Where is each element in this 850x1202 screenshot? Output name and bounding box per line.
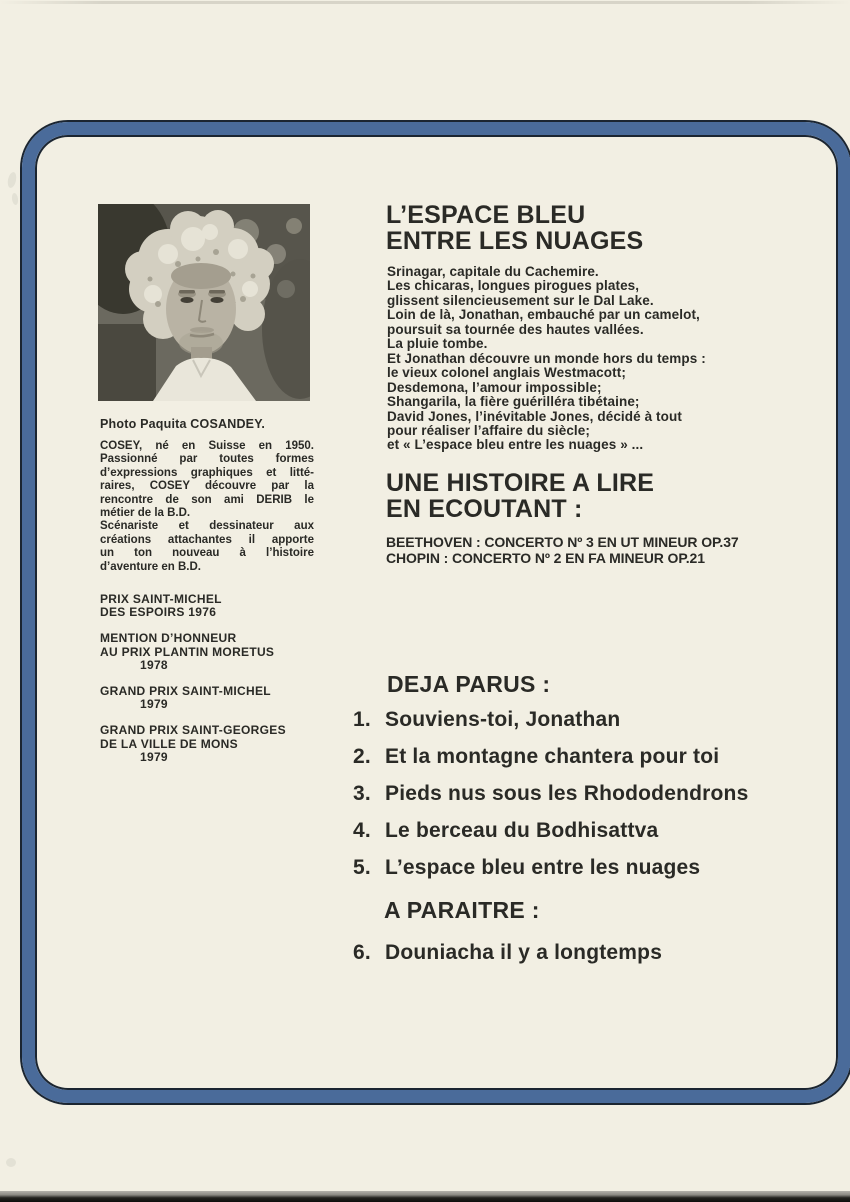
book-number: 1. — [353, 708, 371, 731]
album-title-line: L’ESPACE BLEU — [386, 201, 586, 229]
album-title-line: ENTRE LES NUAGES — [386, 227, 644, 255]
book-title: L’espace bleu entre les nuages — [385, 856, 701, 879]
upcoming-book-list — [353, 941, 662, 978]
award-year: 1979 — [140, 749, 168, 764]
story-description-line: Shangarila, la fière guérilléra tibétaine; — [387, 394, 640, 410]
awards-list — [100, 593, 330, 777]
book-list-item — [353, 856, 748, 893]
award-item — [100, 593, 330, 619]
book-list-item — [353, 819, 748, 856]
bio-paragraph-1 — [100, 440, 314, 520]
story-description-line: le vieux colonel anglais Westmacott; — [387, 365, 626, 381]
album-title — [386, 202, 643, 254]
award-line: PRIX SAINT-MICHEL — [100, 592, 222, 606]
award-line: GRAND PRIX SAINT-MICHEL — [100, 684, 271, 699]
story-description-line: glissent silencieusement sur le Dal Lake. — [387, 292, 654, 308]
bio-line: d’expressions graphiques et litté- — [100, 466, 314, 479]
scan-smudge — [6, 171, 17, 188]
book-list-item — [353, 941, 662, 978]
bio-line: d’aventure en B.D. — [100, 560, 201, 573]
award-lines — [100, 632, 330, 658]
book-number: 2. — [353, 745, 371, 768]
listen-heading — [386, 470, 654, 522]
portrait-photo-illustration — [98, 204, 310, 401]
story-description-line: et « L’espace bleu entre les nuages » ... — [387, 437, 644, 453]
book-list-item — [353, 745, 748, 782]
award-lines — [100, 685, 330, 698]
bio-line: rencontre de son ami DERIB le — [100, 493, 314, 506]
award-line: AU PRIX PLANTIN MORETUS — [100, 644, 275, 659]
listen-heading-line: UNE HISTOIRE A LIRE — [386, 469, 655, 497]
story-description-line: La pluie tombe. — [387, 336, 488, 352]
story-description-line: Srinagar, capitale du Cachemire. — [387, 264, 599, 279]
scan-top-edge — [0, 1, 850, 4]
listen-heading-line: EN ECOUTANT : — [386, 495, 583, 523]
story-description-line: Et Jonathan découvre un monde hors du temps : — [387, 350, 706, 366]
upcoming-heading: A PARAITRE : — [384, 897, 540, 923]
bio-line: raires, COSEY découvre par la — [100, 480, 314, 493]
story-description-line: Les chicaras, longues pirogues plates, — [387, 278, 640, 294]
story-description — [387, 265, 706, 453]
book-list-item — [353, 708, 748, 745]
award-item — [100, 685, 330, 711]
award-year: 1978 — [140, 657, 168, 672]
record-suggestions — [386, 534, 739, 566]
book-number: 5. — [353, 856, 371, 879]
award-lines — [100, 724, 330, 750]
book-title: Pieds nus sous les Rhododendrons — [385, 782, 749, 805]
bio-paragraph-2 — [100, 520, 314, 574]
book-list-item — [353, 782, 748, 819]
book-number: 3. — [353, 782, 371, 805]
book-number: 6. — [353, 941, 371, 964]
record-line: BEETHOVEN : CONCERTO Nº 3 EN UT MINEUR OP.37 — [386, 534, 739, 550]
award-line: DES ESPOIRS 1976 — [100, 605, 217, 620]
book-number: 4. — [353, 819, 371, 842]
award-lines — [100, 593, 330, 619]
book-title: Souviens-toi, Jonathan — [385, 708, 621, 731]
story-description-line: pour réaliser l’affaire du siècle; — [387, 422, 590, 438]
award-line: DE LA VILLE DE MONS — [100, 736, 238, 751]
scan-bottom-edge — [0, 1191, 850, 1202]
bio-line: Scénariste et dessinateur aux — [100, 520, 314, 533]
published-heading: DEJA PARUS : — [387, 671, 551, 697]
story-description-line: David Jones, l’inévitable Jones, décidé à tout — [387, 408, 682, 424]
story-description-line: Loin de là, Jonathan, embauché par un camelot, — [387, 307, 700, 323]
award-line: GRAND PRIX SAINT-GEORGES — [100, 723, 286, 738]
award-item — [100, 632, 330, 672]
bio-line: COSEY, né en Suisse en 1950. — [100, 440, 314, 452]
bio-line: créations attachantes il apporte — [100, 533, 314, 546]
award-line: MENTION D’HONNEUR — [100, 631, 237, 646]
book-title: Et la montagne chantera pour toi — [385, 745, 720, 768]
scan-smudge — [6, 1158, 16, 1167]
bio-line: un ton nouveau à l’histoire — [100, 547, 314, 560]
bio-line: Passionné par toutes formes — [100, 453, 314, 466]
book-title: Douniacha il y a longtemps — [385, 941, 663, 964]
story-description-line: Desdemona, l’amour impossible; — [387, 379, 602, 395]
scan-smudge — [11, 193, 19, 206]
bio-line: métier de la B.D. — [100, 507, 191, 520]
story-description-line: poursuit sa tournée des hautes vallées. — [387, 321, 644, 337]
photo-caption: Photo Paquita COSANDEY. — [100, 417, 266, 431]
artist-bio — [100, 440, 314, 574]
artist-portrait-photo — [98, 204, 310, 401]
award-item — [100, 724, 330, 764]
award-year: 1979 — [140, 697, 168, 712]
record-line: CHOPIN : CONCERTO Nº 2 EN FA MINEUR OP.21 — [386, 550, 705, 567]
published-book-list — [353, 708, 748, 893]
book-title: Le berceau du Bodhisattva — [385, 819, 659, 842]
